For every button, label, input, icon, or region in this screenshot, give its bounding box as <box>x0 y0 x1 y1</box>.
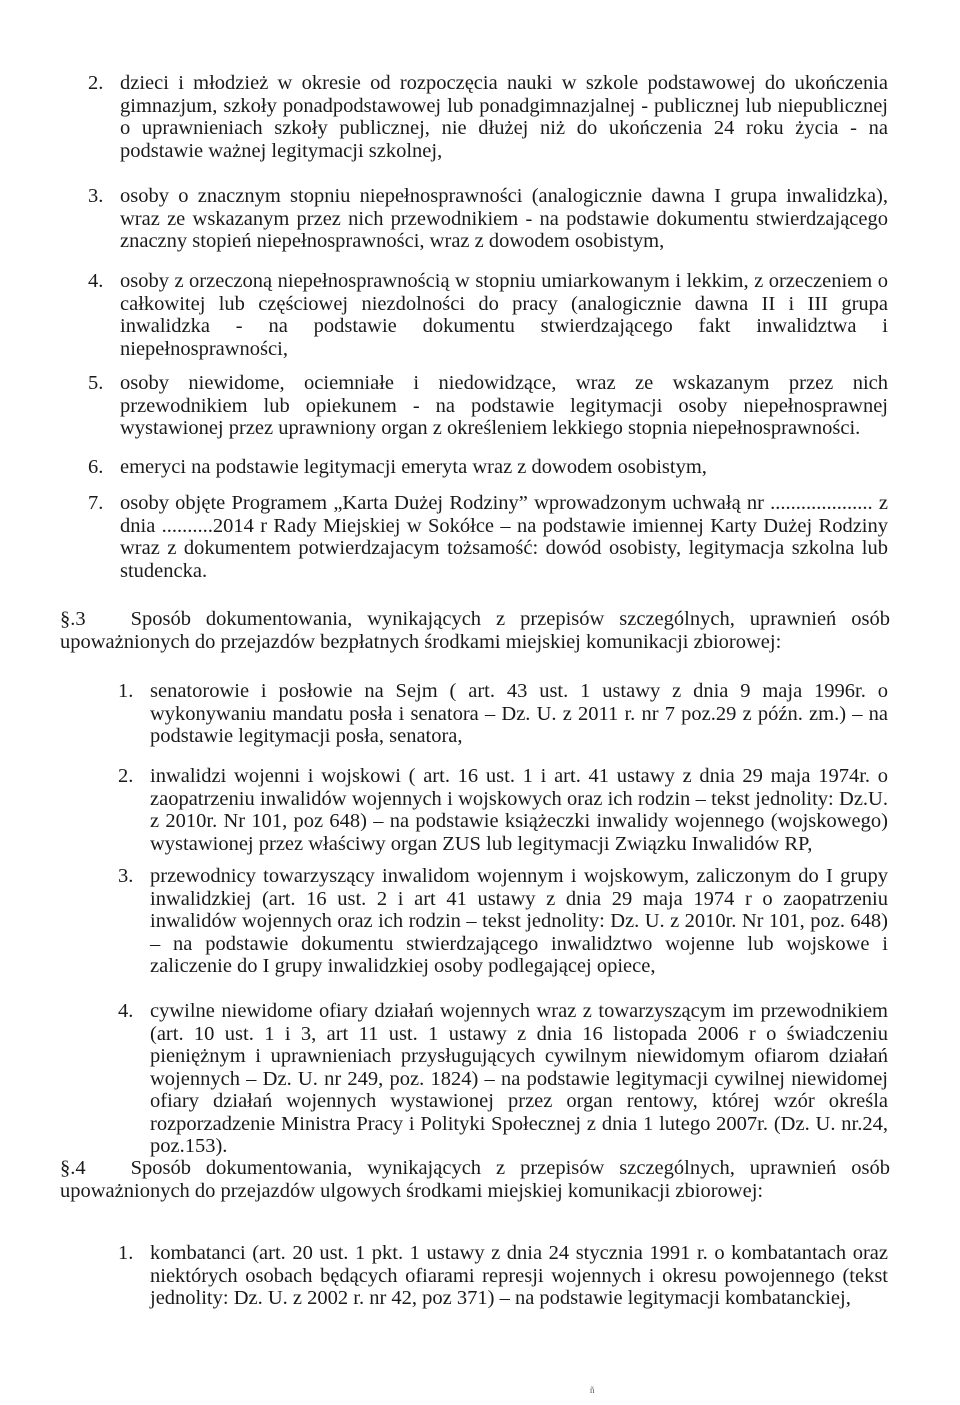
item-number: 5. <box>88 372 104 394</box>
list-item-5 <box>88 372 888 440</box>
item-number: 1. <box>118 680 134 702</box>
section-3-item-3 <box>88 865 888 978</box>
item-number: 6. <box>88 456 104 478</box>
section-4-item-1 <box>88 1242 888 1310</box>
list-item-6 <box>88 456 888 479</box>
section-3-item-1 <box>88 680 888 748</box>
item-number: 4. <box>88 270 104 292</box>
section-4-heading <box>60 1157 890 1202</box>
item-text: senatorowie i posłowie na Sejm ( art. 43 ust. 1 ustawy z dnia 9 maja 1996r. o wykonywaniu mandatu posła i senatora – Dz. U. z 2011 r. nr 7 poz.29 z późn. zm.) – na podstawie legitymacji posła, senatora, <box>150 680 888 747</box>
item-text: kombatanci (art. 20 ust. 1 pkt. 1 ustawy z dnia 24 stycznia 1991 r. o kombatantach oraz niektórych osobach będących ofiarami represji wojennych i okresu powojennego (tekst jednolity: Dz. U. z 2002 r. nr 42, poz 371) – na podstawie legitymacji kombatanckiej, <box>150 1242 888 1309</box>
section-3-item-2 <box>88 765 888 855</box>
item-text: osoby z orzeczoną niepełnosprawnością w stopniu umiarkowanym i lekkim, z orzeczeniem o całkowitej lub częściowej niezdolności do pracy (analogicznie dawna II i III grupa inwalidzka - na podstawie dokumentu stwierdzającego fakt inwalidztwa i niepełnosprawności, <box>120 270 888 360</box>
item-number: 2. <box>118 765 134 787</box>
section-heading: Sposób dokumentowania, wynikających z przepisów szczególnych, uprawnień osób upoważnionych do przejazdów ulgowych środkami miejskiej komunikacji zbiorowej: <box>60 1157 890 1202</box>
scan-mark: ñ <box>590 1385 595 1395</box>
item-text: dzieci i młodzież w okresie od rozpoczęcia nauki w szkole podstawowej do ukończenia gimnazjum, szkoły ponadpodstawowej lub ponadgimnazjalnej - publicznej lub niepublicznej o uprawnieniach szkoły publicznej, nie dłużej niż do ukończenia 24 roku życia - na podstawie ważnej legitymacji szkolnej, <box>120 72 888 162</box>
item-number: 3. <box>118 865 134 887</box>
item-text: cywilne niewidome ofiary działań wojennych wraz z towarzyszącym im przewodnikiem (art. 10 ust. 1 i 3, art 11 ust. 1 ustawy z dnia 16 listopada 2006 r o świadczeniu pieniężnym i uprawnieniach przysługujących cywilnym niewidomym ofiarom działań wojennych – Dz. U. nr 249, poz. 1824) – na podstawie legitymacji cywilnej niewidomej ofiary działań wojennych wystawionej przez organ rentowy, której wzór określa rozporzadzenie Ministra Pracy i Polityki Społecznej z dnia 1 lutego 2007r. (Dz. U. nr.24, poz.153). <box>150 1000 888 1157</box>
item-text: emeryci na podstawie legitymacji emeryta wraz z dowodem osobistym, <box>120 456 707 478</box>
section-number: §.4 <box>60 1157 86 1179</box>
list-item-7 <box>88 492 888 582</box>
section-number: §.3 <box>60 608 86 630</box>
list-item-3 <box>88 185 888 253</box>
item-number: 1. <box>118 1242 134 1264</box>
item-text: osoby o znacznym stopniu niepełnosprawności (analogicznie dawna I grupa inwalidzka), wraz ze wskazanym przez nich przewodnikiem - na podstawie dokumentu stwierdzającego znaczny stopień niepełnosprawności, wraz z dowodem osobistym, <box>120 185 888 252</box>
item-number: 4. <box>118 1000 134 1022</box>
item-text: osoby niewidome, ociemniałe i niedowidzące, wraz ze wskazanym przez nich przewodnikiem lub opiekunem - na podstawie legitymacji osoby niepełnosprawnej wystawionej przez uprawniony organ z określeniem lekkiego stopnia niepełnosprawności. <box>120 372 888 439</box>
item-text: osoby objęte Programem „Karta Dużej Rodziny” wprowadzonym uchwałą nr .................... z dnia ..........2014 r Rady Miejskiej w Sokółce – na podstawie imiennej Karty Dużej Rodziny wraz z dokumentem potwierdzajacym tożsamość: dowód osobisty, legitymacja szkolna lub studencka. <box>120 492 888 582</box>
item-number: 2. <box>88 72 104 94</box>
section-heading: Sposób dokumentowania, wynikających z przepisów szczególnych, uprawnień osób upoważnionych do przejazdów bezpłatnych środkami miejskiej komunikacji zbiorowej: <box>60 608 890 653</box>
list-item-4 <box>88 270 888 360</box>
item-text: inwalidzi wojenni i wojskowi ( art. 16 ust. 1 i art. 41 ustawy z dnia 29 maja 1974r. o zaopatrzeniu inwalidów wojennych i wojskowych oraz ich rodzin – tekst jednolity: Dz.U. z 2010r. Nr 101, poz 648) – na podstawie książeczki inwalidy wojennego (wojskowego) wystawionej przez właściwy organ ZUS lub legitymacji Związku Inwalidów RP, <box>150 765 888 855</box>
list-item-2 <box>88 72 888 162</box>
item-text: przewodnicy towarzyszący inwalidom wojennym i wojskowym, zaliczonym do I grupy inwalidzkiej (art. 16 ust. 2 i art 41 ustawy z dnia 29 maja 1974 r o zaopatrzeniu inwalidów wojennych oraz ich rodzin – tekst jednolity: Dz. U. z 2010r. Nr 101, poz. 648) – na podstawie dokumentu stwierdzającego inwalidztwo wojenne lub wojskowe i zaliczenie do I grupy inwalidzkiej osoby podlegającej opiece, <box>150 865 888 977</box>
section-3-item-4 <box>88 1000 888 1158</box>
item-number: 7. <box>88 492 104 514</box>
section-3-heading <box>60 608 890 653</box>
item-number: 3. <box>88 185 104 207</box>
